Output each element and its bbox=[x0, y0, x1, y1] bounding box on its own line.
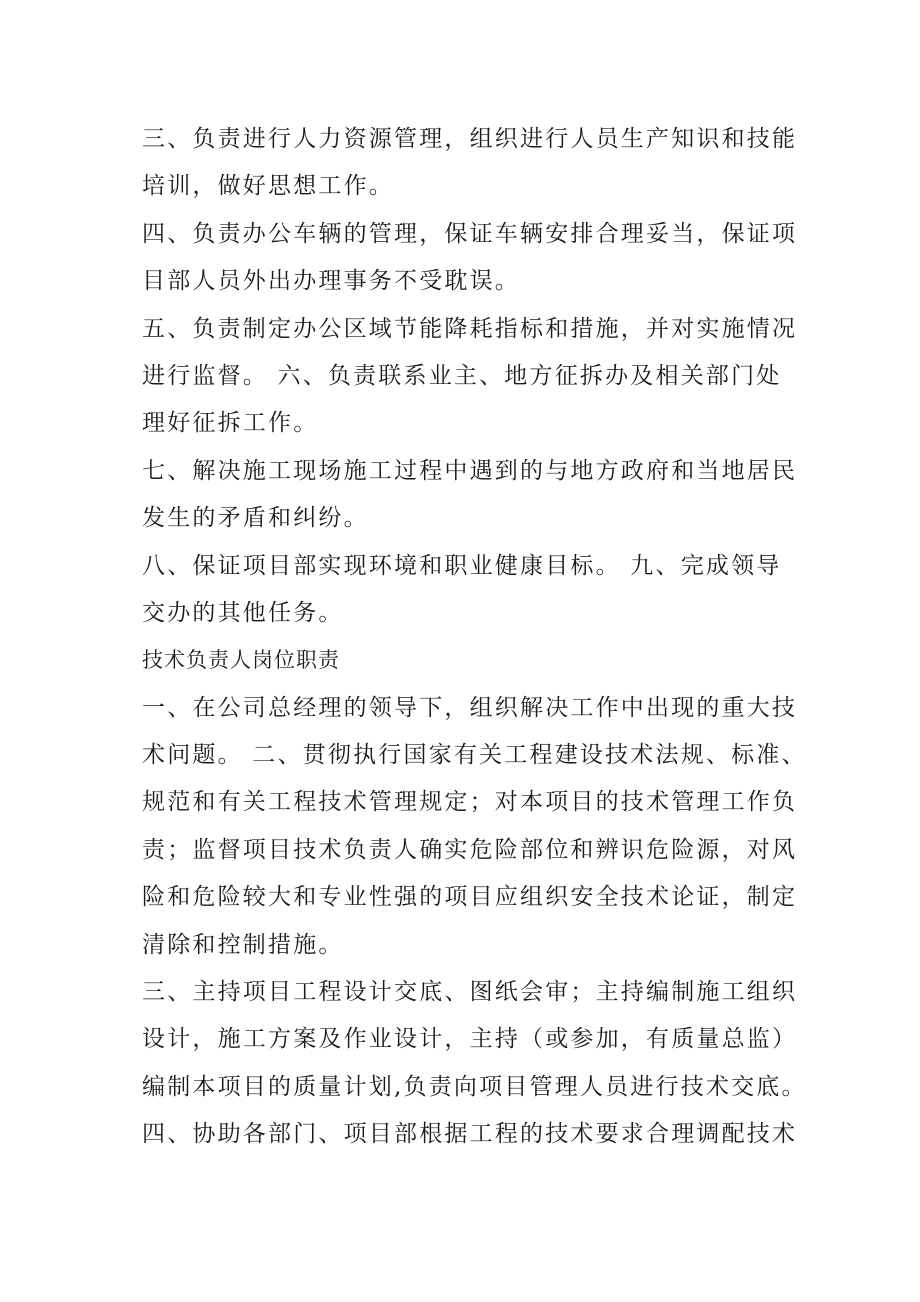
text-line: 七、解决施工现场施工过程中遇到的与地方政府和当地居民 bbox=[142, 457, 798, 484]
text-line: 三、主持项目工程设计交底、图纸会审；主持编制施工组织 bbox=[142, 979, 798, 1006]
text-line: 术问题。 二、贯彻执行国家有关工程建设技术法规、标准、 bbox=[142, 742, 807, 769]
text-line: 培训，做好思想工作。 bbox=[142, 173, 394, 200]
document-page bbox=[142, 116, 807, 1159]
text-line: 清除和控制措施。 bbox=[142, 931, 344, 958]
text-line: 理好征拆工作。 bbox=[142, 410, 319, 437]
text-line: 交办的其他任务。 bbox=[142, 599, 344, 626]
text-line: 八、保证项目部实现环境和职业健康目标。 九、完成领导 bbox=[142, 552, 782, 579]
section-heading: 技术负责人岗位职责 bbox=[142, 648, 340, 673]
text-line: 一、在公司总经理的领导下，组织解决工作中出现的重大技 bbox=[142, 694, 798, 721]
text-line: 三、负责进行人力资源管理，组织进行人员生产知识和技能 bbox=[142, 126, 798, 152]
text-line: 目部人员外出办理事务不受耽误。 bbox=[142, 268, 520, 295]
text-line: 规范和有关工程技术管理规定；对本项目的技术管理工作负 bbox=[142, 789, 798, 816]
text-line: 险和危险较大和专业性强的项目应组织安全技术论证，制定 bbox=[142, 884, 798, 911]
text-line: 进行监督。 六、负责联系业主、地方征拆办及相关部门处 bbox=[142, 362, 782, 389]
text-line: 编制本项目的质量计划,负责向项目管理人员进行技术交底。 bbox=[142, 1073, 807, 1100]
text-line: 发生的矛盾和纠纷。 bbox=[142, 505, 369, 532]
text-line: 四、负责办公车辆的管理，保证车辆安排合理妥当，保证项 bbox=[142, 220, 798, 247]
text-line: 四、协助各部门、项目部根据工程的技术要求合理调配技术 bbox=[142, 1121, 798, 1148]
text-line: 五、负责制定办公区域节能降耗指标和措施，并对实施情况 bbox=[142, 315, 798, 342]
text-line: 设计，施工方案及作业设计，主持（或参加，有质量总监） bbox=[142, 1026, 798, 1053]
text-line: 责；监督项目技术负责人确实危险部位和辨识危险源，对风 bbox=[142, 836, 798, 863]
